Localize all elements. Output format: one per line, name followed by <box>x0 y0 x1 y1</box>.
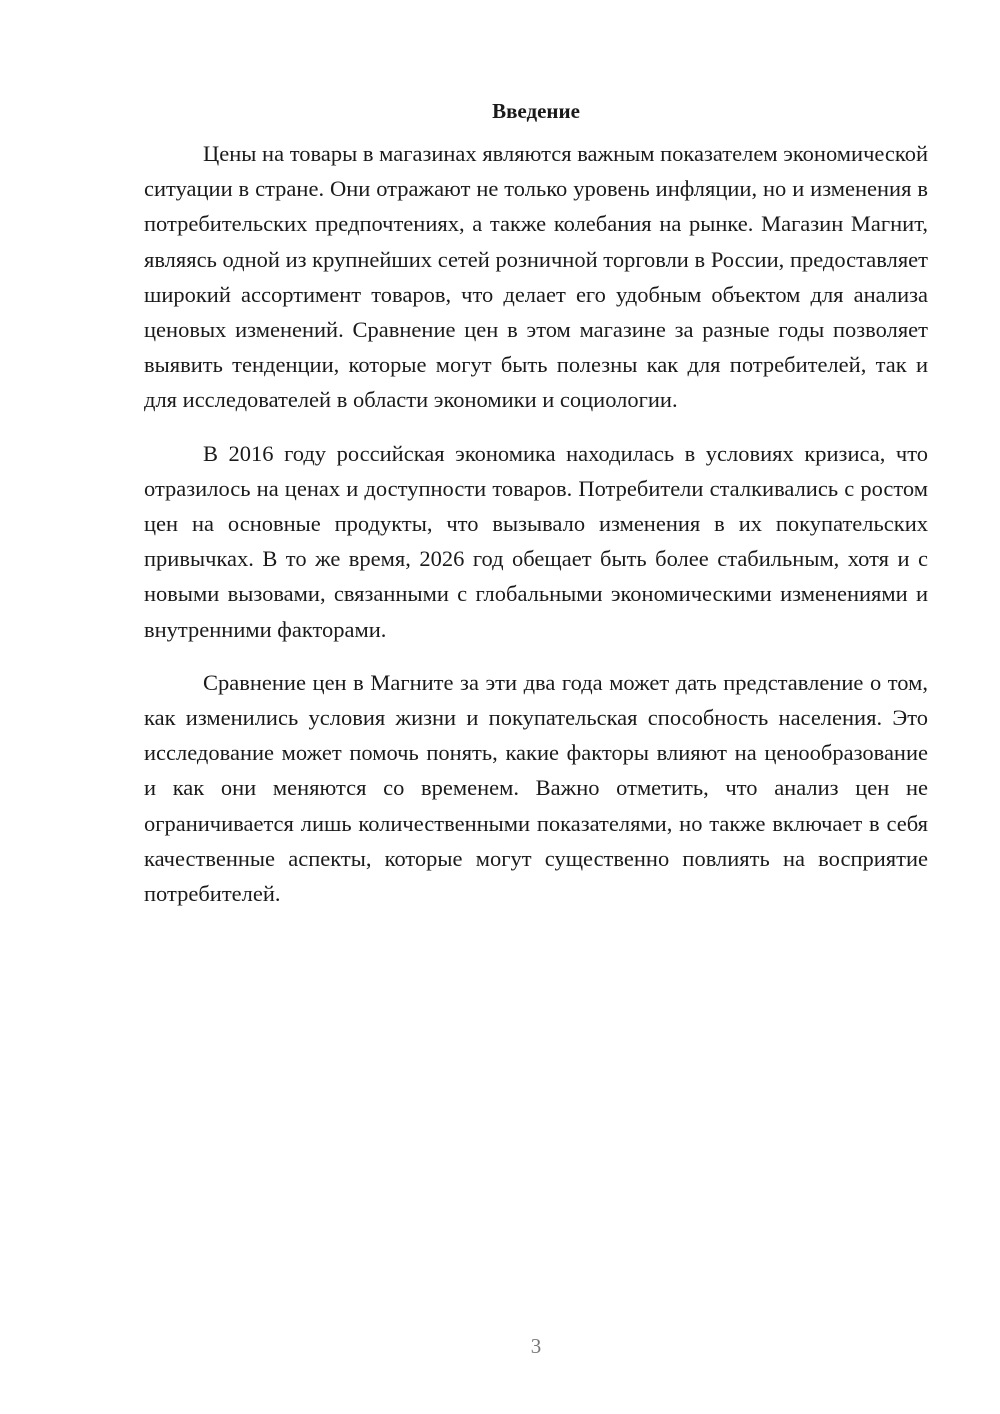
paragraph-3: Сравнение цен в Магните за эти два года может дать представление о том, как изменились условия жизни и покупательская способность населения. Это исследование может помочь понять, какие факторы влияют на ценообразование и как они меняются со временем. Важно отметить, что анализ цен не ограничивается лишь количественными показателями, но также включает в себя качественные аспекты, которые могут существенно повлиять на восприятие потребителей. <box>144 669 928 907</box>
paragraph-2: В 2016 году российская экономика находилась в условиях кризиса, что отразилось на ценах и доступности товаров. Потребители сталкивались с ростом цен на основные продукты, что вызывало изменения в их покупательских привычках. В то же время, 2026 год обещает быть более стабильным, хотя и с новыми вызовами, связанными с глобальными экономическими изменениями и внутренними факторами. <box>144 440 928 642</box>
paragraph-1: Цены на товары в магазинах являются важным показателем экономической ситуации в стране. Они отражают не только уровень инфляции, но и изменения в потребительских предпочтениях, а также колебания на рынке. Магазин Магнит, являясь одной из крупнейших сетей розничной торговли в России, предоставляет широкий ассортимент товаров, что делает его удобным объектом для анализа ценовых изменений. Сравнение цен в этом магазине за разные годы позволяет выявить тенденции, которые могут быть полезны как для потребителей, так и для исследователей в области экономики и социологии. <box>144 141 928 413</box>
section-heading: Введение <box>492 99 580 123</box>
page-content <box>144 96 928 929</box>
page-number: 3 <box>530 1334 542 1358</box>
